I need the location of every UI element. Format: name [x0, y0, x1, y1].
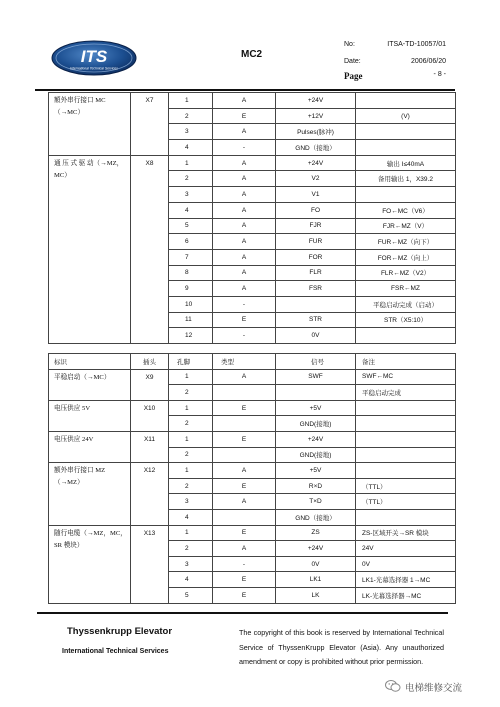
- pin-signal: FOR: [276, 249, 356, 265]
- doc-no-label: No:: [344, 41, 355, 48]
- table-row: [49, 431, 456, 447]
- pin-number: 9: [169, 281, 213, 297]
- connector-id: 额外串行接口 MZ（→MZ）: [49, 463, 131, 525]
- wechat-icon: [385, 679, 401, 693]
- pin-remark: LK-光幕选择器→MC: [356, 587, 456, 603]
- pin-signal: FUR: [276, 234, 356, 250]
- pin-type: -: [213, 328, 276, 344]
- pin-type: E: [213, 572, 276, 588]
- pin-remark: FJR←MZ（V）: [356, 218, 456, 234]
- watermark: [385, 678, 495, 696]
- table-row: [49, 525, 456, 541]
- pin-number: 1: [169, 525, 213, 541]
- pin-signal: GND(接地): [276, 416, 356, 432]
- pin-remark: FSR←MZ: [356, 281, 456, 297]
- pin-remark: [356, 140, 456, 156]
- pin-type: A: [213, 249, 276, 265]
- pin-type: A: [213, 541, 276, 557]
- pin-number: 2: [169, 108, 213, 124]
- pin-remark: FLR←MZ（V2）: [356, 265, 456, 281]
- pin-type: A: [213, 494, 276, 510]
- pin-type: A: [213, 265, 276, 281]
- pin-number: 10: [169, 296, 213, 312]
- pin-remark: (V): [356, 108, 456, 124]
- copyright-notice: The copyright of this book is reserved by International Technical Service of ThyssenKrupp Elevator (Asia). Any unauthorized amendment or copy is prohibited without prior permission.: [239, 628, 444, 666]
- pin-signal: +5V: [276, 463, 356, 479]
- logo-text: ITS: [80, 47, 108, 66]
- pin-remark: 0V: [356, 556, 456, 572]
- its-logo: [51, 40, 137, 76]
- pin-remark: [356, 463, 456, 479]
- table-row: [49, 93, 456, 109]
- pin-number: 2: [169, 171, 213, 187]
- table-row: [49, 400, 456, 416]
- plug-name: X13: [131, 525, 169, 603]
- pin-remark: [356, 447, 456, 463]
- pin-remark: 备用输出 1，X39.2: [356, 171, 456, 187]
- date-value: 2006/06/20: [410, 58, 446, 65]
- pin-signal: V1: [276, 187, 356, 203]
- pin-signal: +24V: [276, 155, 356, 171]
- pin-number: 2: [169, 385, 213, 401]
- page-value: - 8 -: [433, 71, 446, 78]
- pin-signal: R×D: [276, 478, 356, 494]
- company-name: Thyssenkrupp Elevator: [67, 626, 173, 637]
- company-subtitle: International Technical Services: [62, 648, 169, 655]
- date-label: Date:: [344, 58, 361, 65]
- pin-type: -: [213, 140, 276, 156]
- pin-signal: [276, 385, 356, 401]
- pin-number: 2: [169, 478, 213, 494]
- pin-remark: [356, 187, 456, 203]
- pin-signal: V2: [276, 171, 356, 187]
- plug-name: X11: [131, 431, 169, 462]
- pin-type: E: [213, 525, 276, 541]
- pin-type: [213, 416, 276, 432]
- pin-signal: GND(接地): [276, 447, 356, 463]
- pin-type: A: [213, 202, 276, 218]
- logo-subtext: International Technical Services: [70, 66, 118, 71]
- pin-remark: （TTL）: [356, 478, 456, 494]
- pin-number: 3: [169, 556, 213, 572]
- pin-remark: [356, 328, 456, 344]
- pin-number: 4: [169, 140, 213, 156]
- pin-signal: FLR: [276, 265, 356, 281]
- pin-number: 11: [169, 312, 213, 328]
- pin-remark: FOR←MZ（向上）: [356, 249, 456, 265]
- column-header: 标识: [49, 354, 131, 370]
- pin-remark: （TTL）: [356, 494, 456, 510]
- pin-number: 4: [169, 572, 213, 588]
- pin-signal: STR: [276, 312, 356, 328]
- pin-number: 3: [169, 187, 213, 203]
- pin-number: 6: [169, 234, 213, 250]
- pin-remark: FUR←MZ（向下）: [356, 234, 456, 250]
- plug-name: X8: [131, 155, 169, 343]
- pin-number: 3: [169, 494, 213, 510]
- pin-type: E: [213, 478, 276, 494]
- pin-type: A: [213, 463, 276, 479]
- pin-signal: [276, 296, 356, 312]
- pin-type: A: [213, 187, 276, 203]
- pin-signal: SWF: [276, 369, 356, 385]
- document-title: MC2: [241, 49, 263, 60]
- header-rule: [35, 89, 455, 91]
- page-label: Page: [344, 71, 363, 81]
- pin-type: -: [213, 296, 276, 312]
- pin-signal: LK: [276, 587, 356, 603]
- pin-number: 4: [169, 509, 213, 525]
- connector-id: 电压供应 5V: [49, 400, 131, 431]
- pin-remark: 24V: [356, 541, 456, 557]
- pin-remark: STR（X5:10）: [356, 312, 456, 328]
- watermark-text: 电梯维修交流: [405, 683, 463, 694]
- pin-remark: [356, 431, 456, 447]
- table-header-row: [49, 354, 456, 370]
- pin-type: E: [213, 587, 276, 603]
- pin-signal: Pulses(脉冲): [276, 124, 356, 140]
- pinout-table-2: [48, 353, 456, 604]
- doc-no-value: ITSA-TD-10057/01: [387, 41, 446, 48]
- column-header: 备注: [356, 354, 456, 370]
- pin-signal: FSR: [276, 281, 356, 297]
- pin-remark: [356, 509, 456, 525]
- connector-id: 額外串行接口 MC（→MC）: [49, 93, 131, 156]
- pin-number: 1: [169, 93, 213, 109]
- plug-name: X10: [131, 400, 169, 431]
- pin-type: A: [213, 155, 276, 171]
- plug-name: X9: [131, 369, 169, 400]
- pin-signal: GND（接地）: [276, 509, 356, 525]
- column-header: 信号: [276, 354, 356, 370]
- table-row: [49, 155, 456, 171]
- pin-number: 5: [169, 587, 213, 603]
- pinout-table-1: [48, 92, 456, 344]
- pin-type: E: [213, 431, 276, 447]
- table-row: [49, 369, 456, 385]
- pin-type: E: [213, 400, 276, 416]
- pin-number: 2: [169, 447, 213, 463]
- document-header: [51, 32, 453, 87]
- pin-number: 2: [169, 541, 213, 557]
- pin-type: -: [213, 556, 276, 572]
- pin-remark: ZS-区域开关→SR 模块: [356, 525, 456, 541]
- pin-remark: [356, 124, 456, 140]
- pin-number: 7: [169, 249, 213, 265]
- column-header: 类型: [213, 354, 276, 370]
- column-header: 插头: [131, 354, 169, 370]
- pin-signal: +24V: [276, 431, 356, 447]
- pin-remark: 平稳启动完成（启动）: [356, 296, 456, 312]
- pin-signal: 0V: [276, 556, 356, 572]
- pin-signal: +24V: [276, 541, 356, 557]
- pin-signal: ZS: [276, 525, 356, 541]
- pin-remark: [356, 416, 456, 432]
- pin-number: 4: [169, 202, 213, 218]
- pin-remark: 平稳启动完成: [356, 385, 456, 401]
- pin-type: A: [213, 281, 276, 297]
- plug-name: X12: [131, 463, 169, 525]
- pin-type: A: [213, 218, 276, 234]
- pin-number: 12: [169, 328, 213, 344]
- pin-signal: T×D: [276, 494, 356, 510]
- pin-type: A: [213, 171, 276, 187]
- pin-number: 1: [169, 431, 213, 447]
- pin-signal: LK1: [276, 572, 356, 588]
- connector-id: 电压供应 24V: [49, 431, 131, 462]
- pin-remark: 输出 I≤40mA: [356, 155, 456, 171]
- pin-signal: +24V: [276, 93, 356, 109]
- pin-signal: +12V: [276, 108, 356, 124]
- pin-remark: [356, 400, 456, 416]
- pin-signal: +5V: [276, 400, 356, 416]
- pin-remark: FO←MC（V6）: [356, 202, 456, 218]
- connector-id: 随行电缆（→MZ，MC，SR 模块）: [49, 525, 131, 603]
- connector-id: 平稳启动（→MC）: [49, 369, 131, 400]
- pin-type: [213, 509, 276, 525]
- pin-number: 8: [169, 265, 213, 281]
- pin-number: 1: [169, 155, 213, 171]
- pin-number: 3: [169, 124, 213, 140]
- connector-id: 通 压 式 驱 动（→MZ，MC）: [49, 155, 131, 343]
- pin-number: 1: [169, 369, 213, 385]
- pin-type: E: [213, 312, 276, 328]
- pin-remark: LK1-光幕选择器 1→MC: [356, 572, 456, 588]
- table-row: [49, 463, 456, 479]
- pin-type: A: [213, 93, 276, 109]
- pin-type: [213, 447, 276, 463]
- pin-signal: GND（接地）: [276, 140, 356, 156]
- column-header: 孔脚: [169, 354, 213, 370]
- pin-remark: [356, 93, 456, 109]
- pin-type: A: [213, 124, 276, 140]
- pin-number: 5: [169, 218, 213, 234]
- pin-type: A: [213, 369, 276, 385]
- pin-number: 2: [169, 416, 213, 432]
- pin-type: E: [213, 108, 276, 124]
- pin-type: [213, 385, 276, 401]
- pin-number: 1: [169, 463, 213, 479]
- pin-type: A: [213, 234, 276, 250]
- footer-rule: [37, 612, 448, 614]
- pin-remark: SWF←MC: [356, 369, 456, 385]
- pin-signal: FJR: [276, 218, 356, 234]
- pin-signal: FO: [276, 202, 356, 218]
- pin-signal: 0V: [276, 328, 356, 344]
- plug-name: X7: [131, 93, 169, 156]
- pin-number: 1: [169, 400, 213, 416]
